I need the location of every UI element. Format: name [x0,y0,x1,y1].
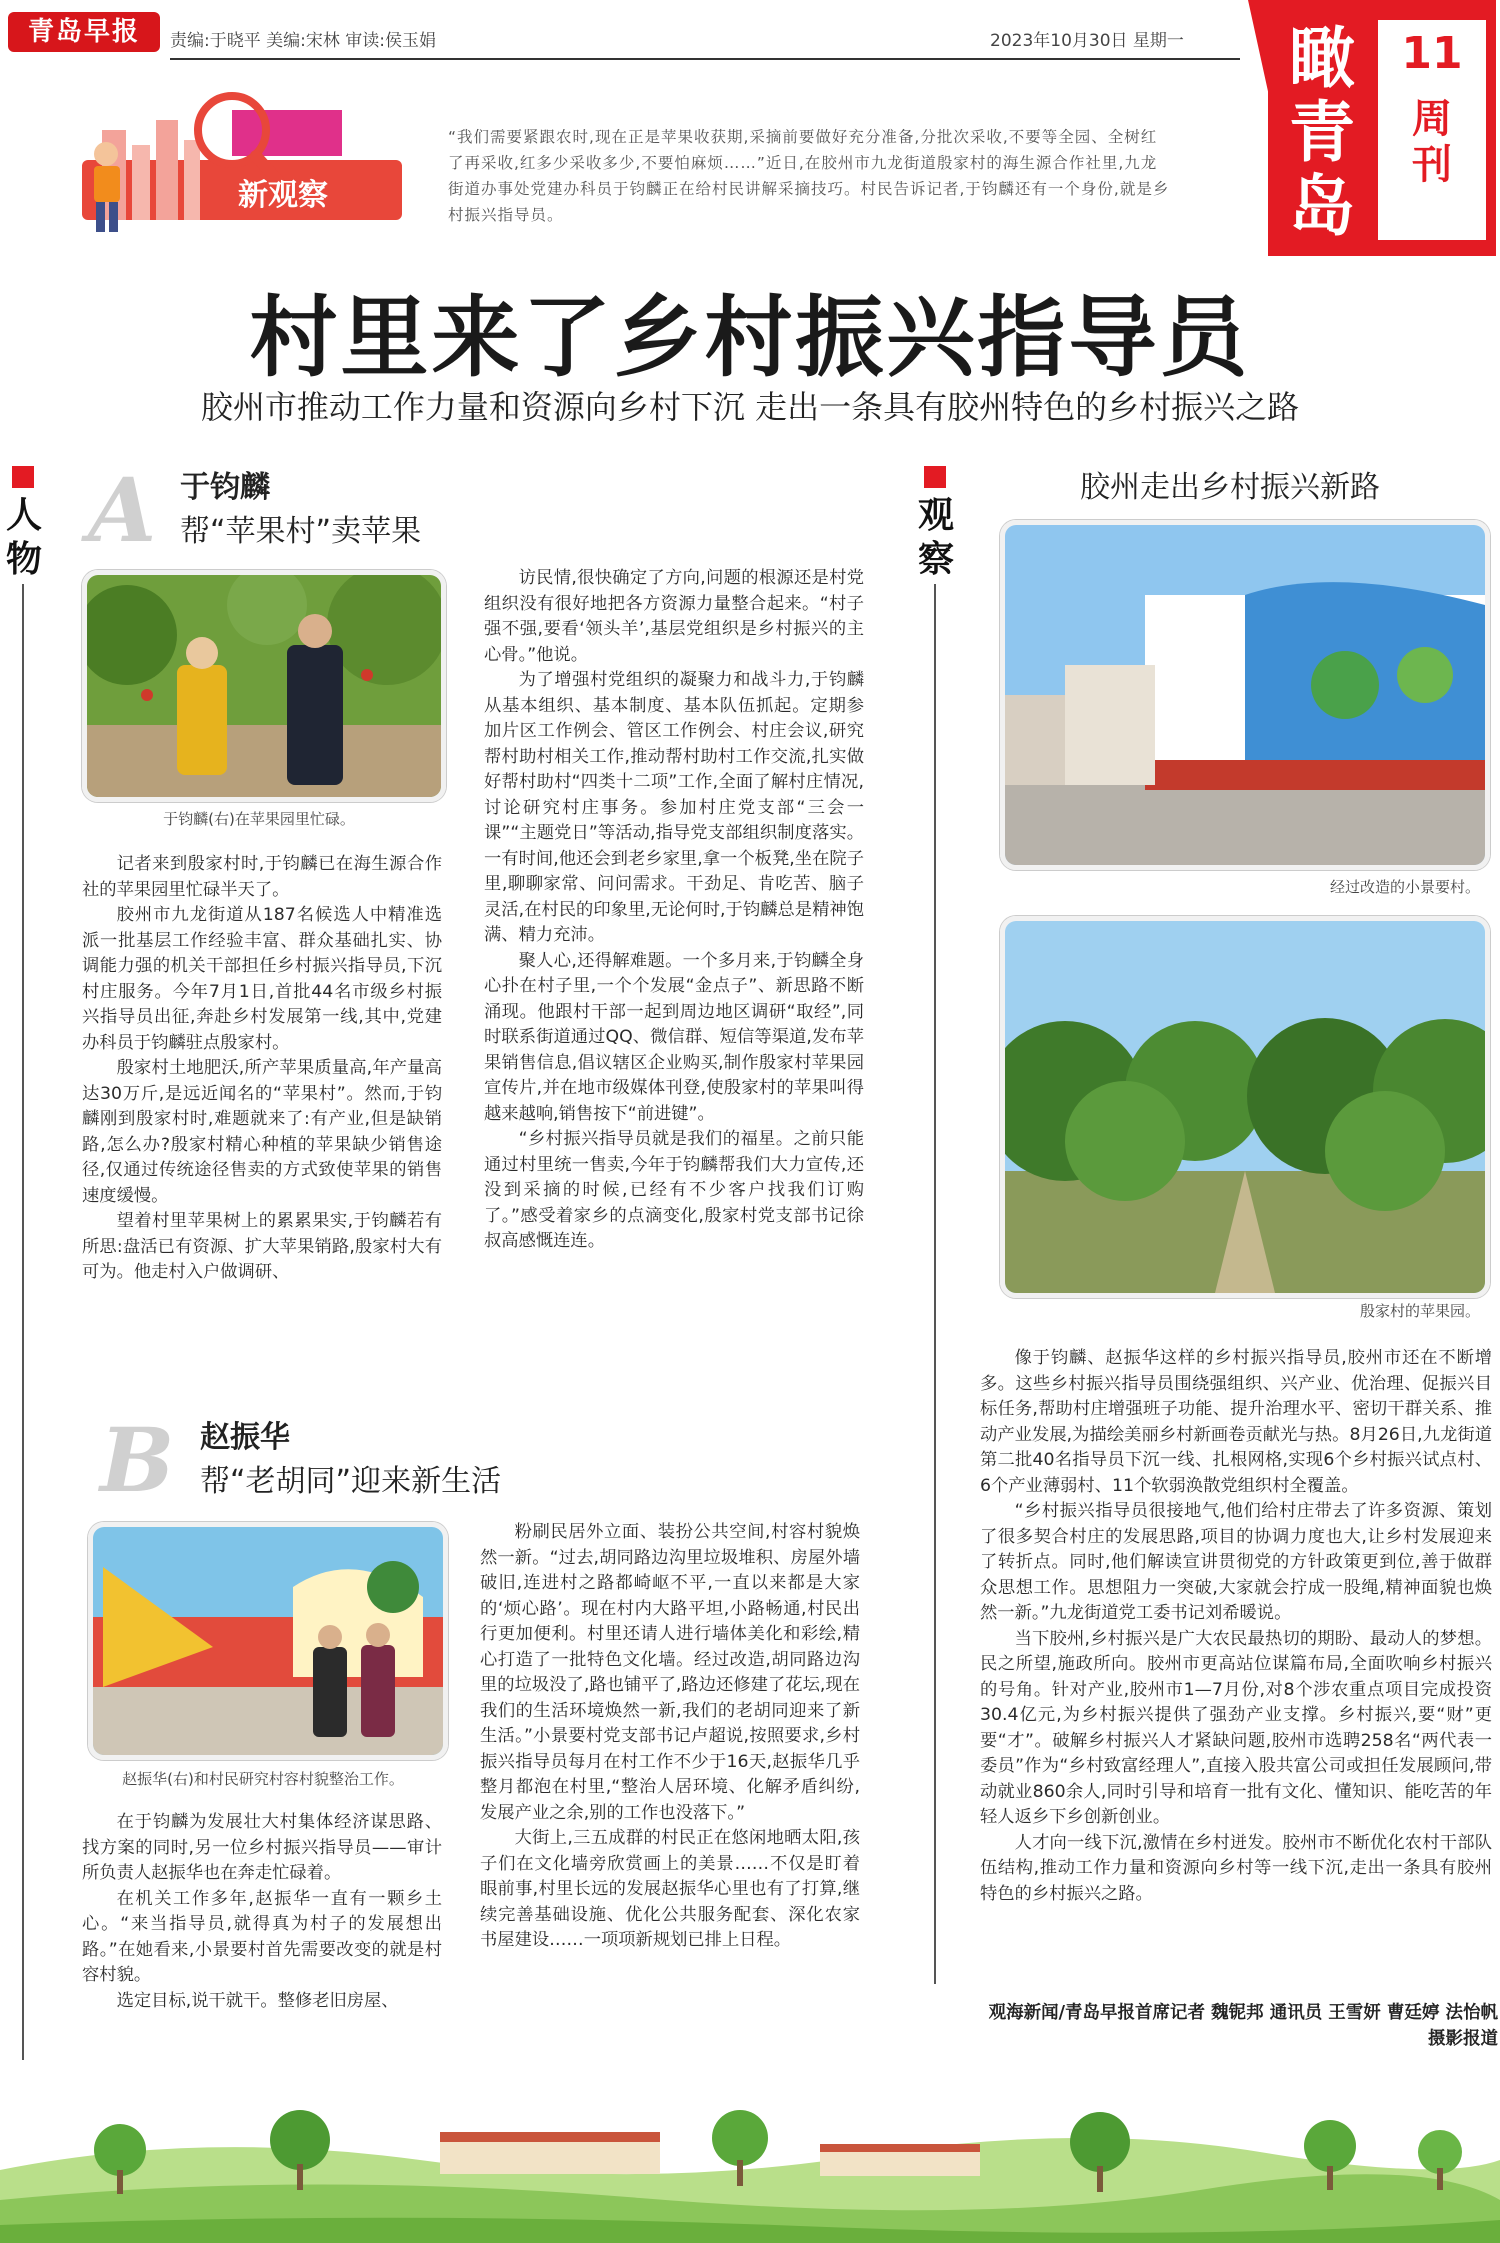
story-letter-b: B [100,1408,175,1512]
paragraph: 人才向一线下沉,激情在乡村迸发。胶州市不断优化农村干部队伍结构,推动工作力量和资源向乡村等一线下沉,走出一条具有胶州特色的乡村振兴之路。 [980,1832,1492,1904]
observation-heading: 胶州走出乡村振兴新路 [1080,470,1380,505]
paragraph: 在机关工作多年,赵振华一直有一颗乡土心。“来当指导员,就得真为村子的发展想出路。”在她看来,小景要村首先需要改变的就是村容村貌。 [82,1888,442,1985]
header-rule [170,58,1240,60]
paragraph: 当下胶州,乡村振兴是广大农民最热切的期盼、最动人的梦想。民之所望,施政所向。胶州市更高站位谋篇布局,全面吹响乡村振兴的号角。针对产业,胶州市1—7月份,对8个涉农重点项目完成投资30.4亿元,为乡村振兴提供了强劲产业支撑。乡村振兴,要“财”更要“才”。破解乡村振兴人才紧缺问题,胶州市选聘258名“两代表一委员”作为“乡村致富经理人”,直接入股共富公司或担任发展顾问,带动就业860余人,同时引导和培育一批有文化、懂知识、能吃苦的年轻人返乡下乡创新创业。 [980,1628,1492,1827]
paragraph: 胶州市九龙街道从187名候选人中精准选派一批基层工作经验丰富、群众基础扎实、协调能力强的机关干部担任乡村振兴指导员,下沉村庄服务。今年7月1日,首批44名市级乡村振兴指导员出征,奔赴乡村发展第一线,其中,党建办科员于钧麟驻点殷家村。 [82,905,442,1053]
photo-caption-a: 于钧麟(右)在苹果园里忙碌。 [163,810,355,828]
byline: 观海新闻/青岛早报首席记者 魏铌邦 通讯员 王雪妍 曹廷婷 法怡帆 摄影报道 [988,2003,1498,2049]
paragraph: 为了增强村党组织的凝聚力和战斗力,于钧麟从基本组织、基本制度、基本队伍抓起。定期参加片区工作例会、管区工作例会、村庄会议,研究帮村助村相关工作,推动帮村助村工作交流,扎实做好帮村助村“四类十二项”工作,全面了解村庄情况,讨论研究村庄事务。参加村庄党支部“三会一课”“主题党日”等活动,指导党支部组织制度落实。一有时间,他还会到老乡家里,拿一个板凳,坐在院子里,聊聊家常、问问需求。干劲足、肯吃苦、脑子灵活,在村民的印象里,无论何时,于钧麟总是精神饱满、精力充沛。 [484,670,864,945]
story-a-name: 于钧麟 [180,470,270,505]
editor-credits: 责编:于晓平 美编:宋林 审读:侯玉娟 [170,31,436,51]
section-rule-people [22,584,24,2064]
observation-banner-label: 新观察 [238,178,328,213]
newspaper-masthead: 青岛早报 [8,12,160,52]
observation-lead-text: “我们需要紧跟农时,现在正是苹果收获期,采摘前要做好充分准备,分批次采收,不要等全园、全树红了再采收,红多少采收多少,不要怕麻烦……”近日,在胶州市九龙街道殷家村的海生源合作社里,九龙街道办事处党建办科员于钧麟正在给村民讲解采摘技巧。村民告诉记者,于钧麟还有一个身份,就是乡村振兴指导员。 [448,128,1170,224]
photo-apple-orchard-work [82,570,446,802]
photo-caption-b: 赵振华(右)和村民研究村容村貌整治工作。 [122,1770,404,1788]
paragraph: “乡村振兴指导员很接地气,他们给村庄带去了许多资源、策划了很多契合村庄的发展思路,项目的协调力度也大,让乡村发展迎来了转折点。同时,他们解读宣讲贯彻党的方针政策更到位,善于做群众思想工作。思想阻力一突破,大家就会拧成一股绳,精神面貌也焕然一新。”九龙街道党工委书记刘希暖说。 [980,1501,1492,1623]
paragraph: 选定目标,说干就干。整修老旧房屋、 [116,1990,399,2011]
photo-renovated-village [1000,520,1490,870]
paragraph: “乡村振兴指导员就是我们的福星。之前只能通过村里统一售卖,今年于钧麟帮我们大力宣传,还没到采摘的时候,已经有不少客户找我们订购了。”感受着家乡的点滴变化,殷家村党支部书记徐叔高感慨连连。 [484,1129,864,1251]
paragraph: 粉刷民居外立面、装扮公共空间,村容村貌焕然一新。“过去,胡同路边沟里垃圾堆积、房屋外墙破旧,连进村之路都崎岖不平,一直以来都是大家的‘烦心路’。现在村内大路平坦,小路畅通,村民出行更加便利。村里还请人进行墙体美化和彩绘,精心打造了一批特色文化墙。经过改造,胡同路边沟里的垃圾没了,路也铺平了,路边还修建了花坛,现在我们的生活环境焕然一新,我们的老胡同迎来了新生活。”小景要村党支部书记卢超说,按照要求,乡村振兴指导员每月在村工作不少于16天,赵振华几乎整月都泡在村里,“整治人居环境、化解矛盾纠纷,发展产业之余,别的工作也没落下。” [480,1522,860,1823]
headline: 村里来了乡村振兴指导员 [249,286,1251,389]
observation-column [980,1346,1492,1907]
story-b-name: 赵振华 [200,1420,290,1455]
footer-landscape-illustration [0,2060,1500,2243]
observation-banner-illustration [72,90,412,240]
paragraph: 大街上,三五成群的村民正在悠闲地晒太阳,孩子们在文化墙旁欣赏画上的美景……不仅是盯着眼前事,村里长远的发展赵振华心里也有了打算,继续完善基础设施、优化公共服务配套、深化农家书屋建设……一项项新规划已排上日程。 [480,1828,860,1950]
section-label-observe: 观察 [917,495,954,580]
story-a-column-1 [82,852,442,1286]
photo-apple-orchard [1000,916,1490,1298]
paragraph: 望着村里苹果树上的累累果实,于钧麟若有所思:盘活已有资源、扩大苹果销路,殷家村大有可为。他走村入户做调研、 [82,1211,442,1282]
photo-caption-orchard: 殷家村的苹果园。 [1359,1302,1480,1320]
paragraph: 像于钧麟、赵振华这样的乡村振兴指导员,胶州市还在不断增多。这些乡村振兴指导员围绕强组织、兴产业、优治理、促振兴目标任务,帮助村庄增强班子功能、提升治理水平、密切干群关系、推动产业发展,为描绘美丽乡村新画卷贡献光与热。8月26日,九龙街道第二批40名指导员下沉一线、扎根网格,实现6个乡村振兴试点村、6个产业薄弱村、11个软弱涣散党组织村全覆盖。 [980,1348,1492,1496]
paragraph: 记者来到殷家村时,于钧麟已在海生源合作社的苹果园里忙碌半天了。 [82,854,442,900]
page-number: 11 [1401,28,1463,79]
story-b-column-1 [82,1810,442,2014]
story-a-title: 帮“苹果村”卖苹果 [180,514,422,549]
story-a-column-2 [484,566,864,1255]
section-flag-title: 瞰青岛 [1289,20,1355,245]
paragraph: 殷家村土地肥沃,所产苹果质量高,年产量高达30万斤,是远近闻名的“苹果村”。然而,于钧麟刚到殷家村时,难题就来了:有产业,但是缺销路,怎么办?殷家村精心种植的苹果缺少销售途径,仅通过传统途径售卖的方式致使苹果的销售速度缓慢。 [82,1058,442,1206]
section-label-people: 人物 [5,495,42,580]
issue-date: 2023年10月30日 星期一 [990,31,1184,51]
section-marker-people [12,466,34,488]
story-b-title: 帮“老胡同”迎来新生活 [200,1464,502,1499]
paragraph: 在于钧麟为发展壮大村集体经济谋思路、找方案的同时,另一位乡村振兴指导员——审计所负责人赵振华也在奔走忙碌着。 [82,1812,442,1883]
section-marker-observe [924,466,946,488]
section-rule-observe [934,584,936,1984]
section-flag-label: 周刊 [1412,96,1452,188]
subheadline: 胶州市推动工作力量和资源向乡村下沉 走出一条具有胶州特色的乡村振兴之路 [200,388,1300,426]
photo-caption-village: 经过改造的小景要村。 [1329,878,1480,896]
paragraph: 聚人心,还得解难题。一个多月来,于钧麟全身心扑在村子里,一个个发展“金点子”、新思路不断涌现。他跟村干部一起到周边地区调研“取经”,同时联系街道通过QQ、微信群、短信等渠道,发布苹果销售信息,倡议辖区企业购买,制作殷家村苹果园宣传片,并在地市级媒体刊登,使殷家村的苹果叫得越来越响,销售按下“前进键”。 [484,950,864,1124]
paragraph: 访民情,很快确定了方向,问题的根源还是村党组织没有很好地把各方资源力量整合起来。“村子强不强,要看‘领头羊’,基层党组织是乡村振兴的主心骨。”他说。 [484,568,864,665]
story-b-column-2 [480,1520,860,1954]
story-letter-a: A [88,458,157,562]
photo-village-mural-discussion [88,1522,448,1760]
